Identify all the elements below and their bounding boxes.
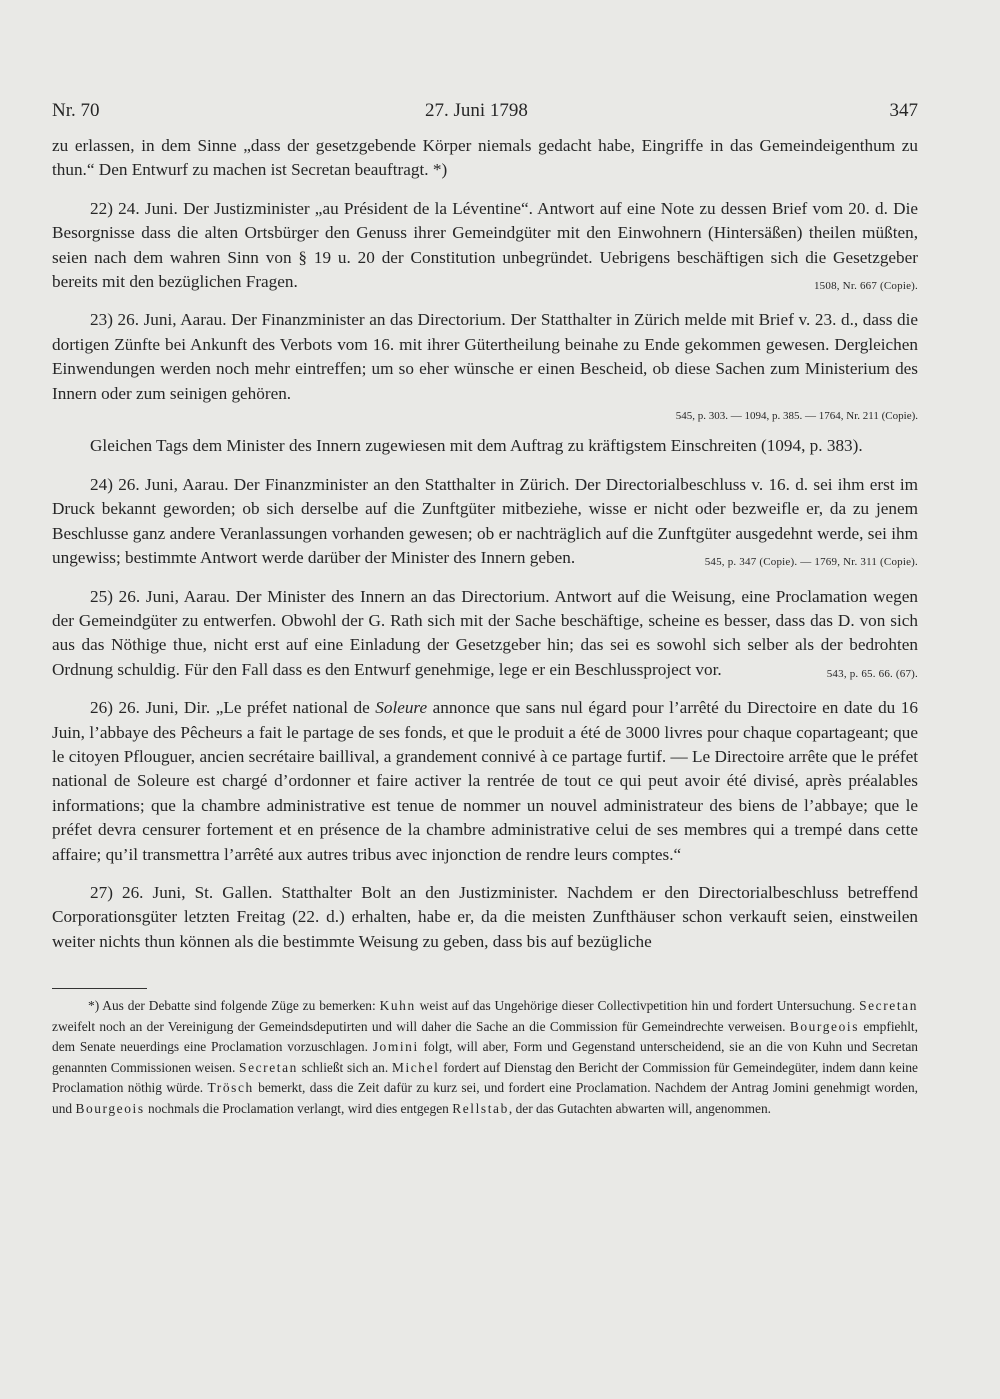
entry-26-place: Soleure [375,698,428,718]
footnote-text [52,996,918,1120]
speaker-name: Bourgeois [75,1100,145,1116]
entry-22-text: 22) 24. Juni. Der Justizminister „au Président de la Léventine“. Antwort auf eine Note zu dessen Brief vom 20. d. Die Besorgnisse dass die alten Ortsbürger den Genuss ihrer Gemeindgüter mit den Einwohnern (Hintersäßen) theilen müßten, seien nach dem wahren Sinn von § 19 u. 20 der Constitution unbegründet. Uebrigens beschäftigen sich die Gesetzgeber bereits mit den bezüglichen Fragen. [52,198,918,292]
header-date: 27. Juni 1798 [425,100,528,121]
entry-24-text: 24) 26. Juni, Aarau. Der Finanzminister an den Statthalter in Zürich. Der Directorialbeschluss v. 16. d. sei ihm erst im Druck bekannt geworden; ob sich derselbe auf die Zunftgüter mitbeziehe, wisse er nicht oder bezweifle er, da zu jenem Beschlusse ganz andere Veranlassungen vorhanden gewesen; ob er nachträglich auf die Zunftgüter ausgedehnt werde, sei ihm ungewiss; bestimmte Antwort werde darüber der Minister des Innern geben. [52,474,918,568]
footnote-segment: bemerkt, dass die Zeit dafür zu kurz sei, und fordert eine Proclamation. Nachdem der Antrag Jomini genehmigt worden, und [52,1080,918,1116]
document-number: Nr. 70 [52,100,100,121]
speaker-name: Jomini [372,1039,419,1055]
footnote-segment: fordert auf Dienstag den Bericht der Commission für Gemeindegüter, indem dann keine Proclamation nöthig würde. [52,1059,919,1096]
main-text [52,134,918,968]
footnote-segment: schließt sich an. [297,1059,392,1075]
footnote-segment: folgt, will aber, Form und Gegenstand unterscheidend, sie an die von Kuhn und Secretan genannten Commissionen weisen. [52,1039,918,1075]
entry-23: 23) 26. Juni, Aarau. Der Finanzminister an das Directorium. Der Statthalter in Zürich melde mit Brief v. 23. d., dass die dortigen Zünfte bei Ankunft des Verbots vom 16. mit ihrer Gütertheilung beinahe zu Ende gekommen gewesen. Dergleichen Einwendungen werden noch mehr eintreffen; um so eher wünsche er einen Bescheid, ob diese Sachen zum Ministerium des Innern oder zum seinigen gehören. [52,310,918,403]
speaker-name: Rellstab [452,1100,509,1116]
footnote-segment: , der das Gutachten abwarten will, angenommen. [508,1100,772,1116]
speaker-name: Secretan [859,998,918,1013]
entry-27: 27) 26. Juni, St. Gallen. Statthalter Bolt an den Justizminister. Nachdem er den Directorialbeschluss betreffend Corporationsgüter letzten Freitag (22. d.) erhalten, habe er, da die meisten Zunfthäuser schon verkauft seien, einstweilen weiter nichts thun können als die bestimmte Weisung zu geben, dass bis auf bezügliche [52,882,918,951]
entry-26 [52,696,918,867]
entry-25-text: 25) 26. Juni, Aarau. Der Minister des Innern an das Directorium. Antwort auf die Weisung, eine Proclamation wegen der Gemeindgüter zu entwerfen. Obwohl der G. Rath sich mit der Sache beschäftige, scheine es besser, dass das D. von sich aus das Nöthige thue, nicht erst auf eine Einladung der Gesetzgeber hin; das sei es sowohl sich selber als der bedrohten Ordnung schuldig. Für den Fall dass es den Entwurf genehmige, lege er ein Beschlussproject vor. [52,586,918,679]
page-number: 347 [889,100,918,121]
speaker-name: Kuhn [379,998,416,1013]
footnote-rule [52,988,147,989]
speaker-name: Bourgeois [789,1018,860,1034]
footnote [52,996,918,1120]
footnote-segment: weist auf das Ungehörige dieser Collectivpetition hin und fordert Untersuchung. [415,998,860,1013]
running-header [52,100,918,128]
entry-24 [52,473,918,571]
footnote-segment: empfiehlt, dem Senate neuerdings eine Proclamation vorzuschlagen. [52,1018,918,1055]
footnote-segment: nochmals die Proclamation verlangt, wird dies entgegen [144,1100,453,1116]
entry-23-reference: 545, p. 303. — 1094, p. 385. — 1764, Nr. 211 (Copie). [675,410,918,423]
entry-23-note: Gleichen Tags dem Minister des Innern zugewiesen mit dem Auftrag zu kräftigstem Einschreiten (1094, p. 383). [90,436,863,456]
speaker-name: Michel [391,1059,440,1075]
paragraph-continuation: zu erlassen, in dem Sinne „dass der gesetzgebende Körper niemals gedacht habe, Eingriffe in das Gemeindeigenthum zu thun.“ Den Entwurf zu machen ist Secretan beauftragt. *) [52,136,918,180]
entry-22 [52,197,918,295]
speaker-name: Secretan [239,1059,298,1075]
entry-26-text-a: 26) 26. Juni, Dir. „Le préfet national de [90,698,376,718]
entry-25-reference: 543, p. 65. 66. (67). [826,667,918,680]
entry-25 [52,585,918,683]
speaker-name: Trösch [207,1080,254,1096]
entry-22-reference: 1508, Nr. 667 (Copie). [813,280,918,293]
footnote-segment: zweifelt noch an der Vereinigung der Gemeindsdeputirten und will daher die Sache an die Commission für Gemeindrechte verweisen. [52,1018,790,1034]
entry-26-text-b: annonce que sans nul égard pour l’arrêté du Directoire en date du 16 Juin, l’abbaye des Pêcheurs a fait le partage de ses fonds, et que le produit a été de 3000 livres pour chaque copartageant; que le citoyen Pflouguer, ancien secrétaire baillival, a grandement connivé à ce partage furtif. — Le Directoire arrête que le préfet national de Soleure est chargé d’ordonner et faire activer la rentrée de tout ce qui peut avoir été divisé, après préalables informations; que la chambre administrative est tenue de nommer un nouvel administrateur des biens de l’abbaye; que le préfet devra censurer fortement et en présence de la chambre administrative celui de ses membres qui a trempé dans cette affaire; qu’il transmettra l’arrêté aux autres tribus avec injonction de rendre leurs comptes.“ [52,698,918,864]
footnote-segment: *) Aus der Debatte sind folgende Züge zu bemerken: [88,998,380,1013]
entry-24-reference: 545, p. 347 (Copie). — 1769, Nr. 311 (Copie). [704,556,918,569]
